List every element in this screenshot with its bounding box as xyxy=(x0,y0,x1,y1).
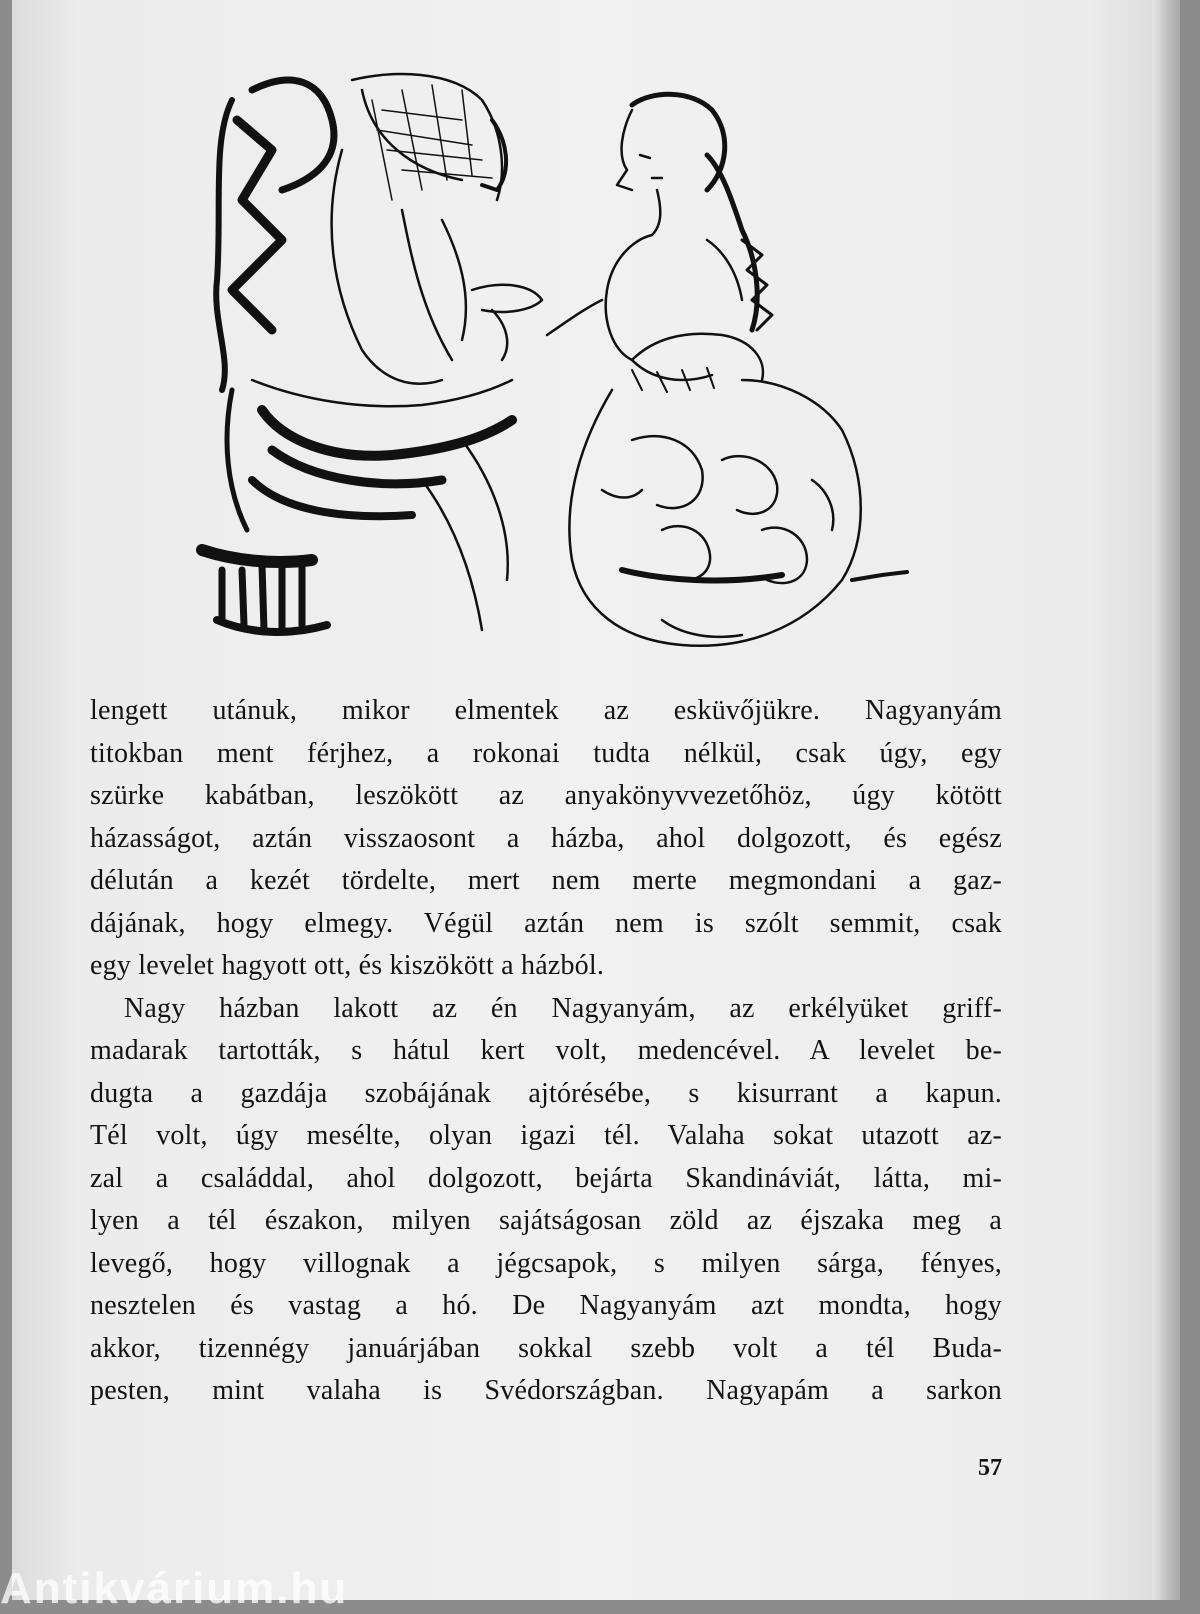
text-line: dugta a gazdája szobájának ajtórésébe, s kisurrant a kapun. xyxy=(90,1077,1002,1109)
old-woman-figure xyxy=(202,74,542,632)
text-line: lyen a tél északon, milyen sajátságosan zöld az éjszaka meg a xyxy=(90,1205,1002,1236)
text-line: szürke kabátban, leszökött az anyakönyvvezetőhöz, úgy kötött xyxy=(90,780,1002,811)
book-page xyxy=(12,0,1180,1600)
text-line: délután a kezét tördelte, mert nem merte megmondani a gaz- xyxy=(90,865,1002,896)
body-text xyxy=(90,690,1002,1413)
watermark: Antikvárium.hu xyxy=(0,1564,349,1613)
page-number: 57 xyxy=(978,1455,1002,1481)
text-line: Nagy házban lakott az én Nagyanyám, az erkélyüket griff- xyxy=(124,992,1002,1024)
text-line: egy levelet hagyott ott, és kiszökött a házból. xyxy=(90,950,605,981)
text-line: madarak tartották, s hátul kert volt, medencével. A levelet be- xyxy=(90,1035,1002,1066)
text-line: lengett utánuk, mikor elmentek az esküvőjükre. Nagyanyám xyxy=(90,695,1002,726)
young-woman-figure xyxy=(547,94,907,645)
text-line: nesztelen és vastag a hó. De Nagyanyám azt mondta, hogy xyxy=(90,1290,1002,1321)
page-edge xyxy=(1152,0,1180,1600)
text-line: akkor, tizennégy januárjában sokkal szebb volt a tél Buda- xyxy=(90,1332,1002,1364)
text-line: zal a családdal, ahol dolgozott, bejárta Skandináviát, látta, mi- xyxy=(90,1162,1002,1194)
text-line: házasságot, aztán visszaosont a házba, ahol dolgozott, és egész xyxy=(90,822,1002,854)
text-line: titokban ment férjhez, a rokonai tudta nélkül, csak úgy, egy xyxy=(90,737,1002,769)
text-line: pesten, mint valaha is Svédországban. Nagyapám a sarkon xyxy=(90,1375,1002,1406)
text-line: Tél volt, úgy mesélte, olyan igazi tél. Valaha sokat utazott az- xyxy=(90,1120,1002,1151)
ink-illustration xyxy=(162,60,922,665)
text-line: dájának, hogy elmegy. Végül aztán nem is szólt semmit, csak xyxy=(90,907,1002,939)
text-line: levegő, hogy villognak a jégcsapok, s milyen sárga, fényes, xyxy=(90,1247,1002,1279)
